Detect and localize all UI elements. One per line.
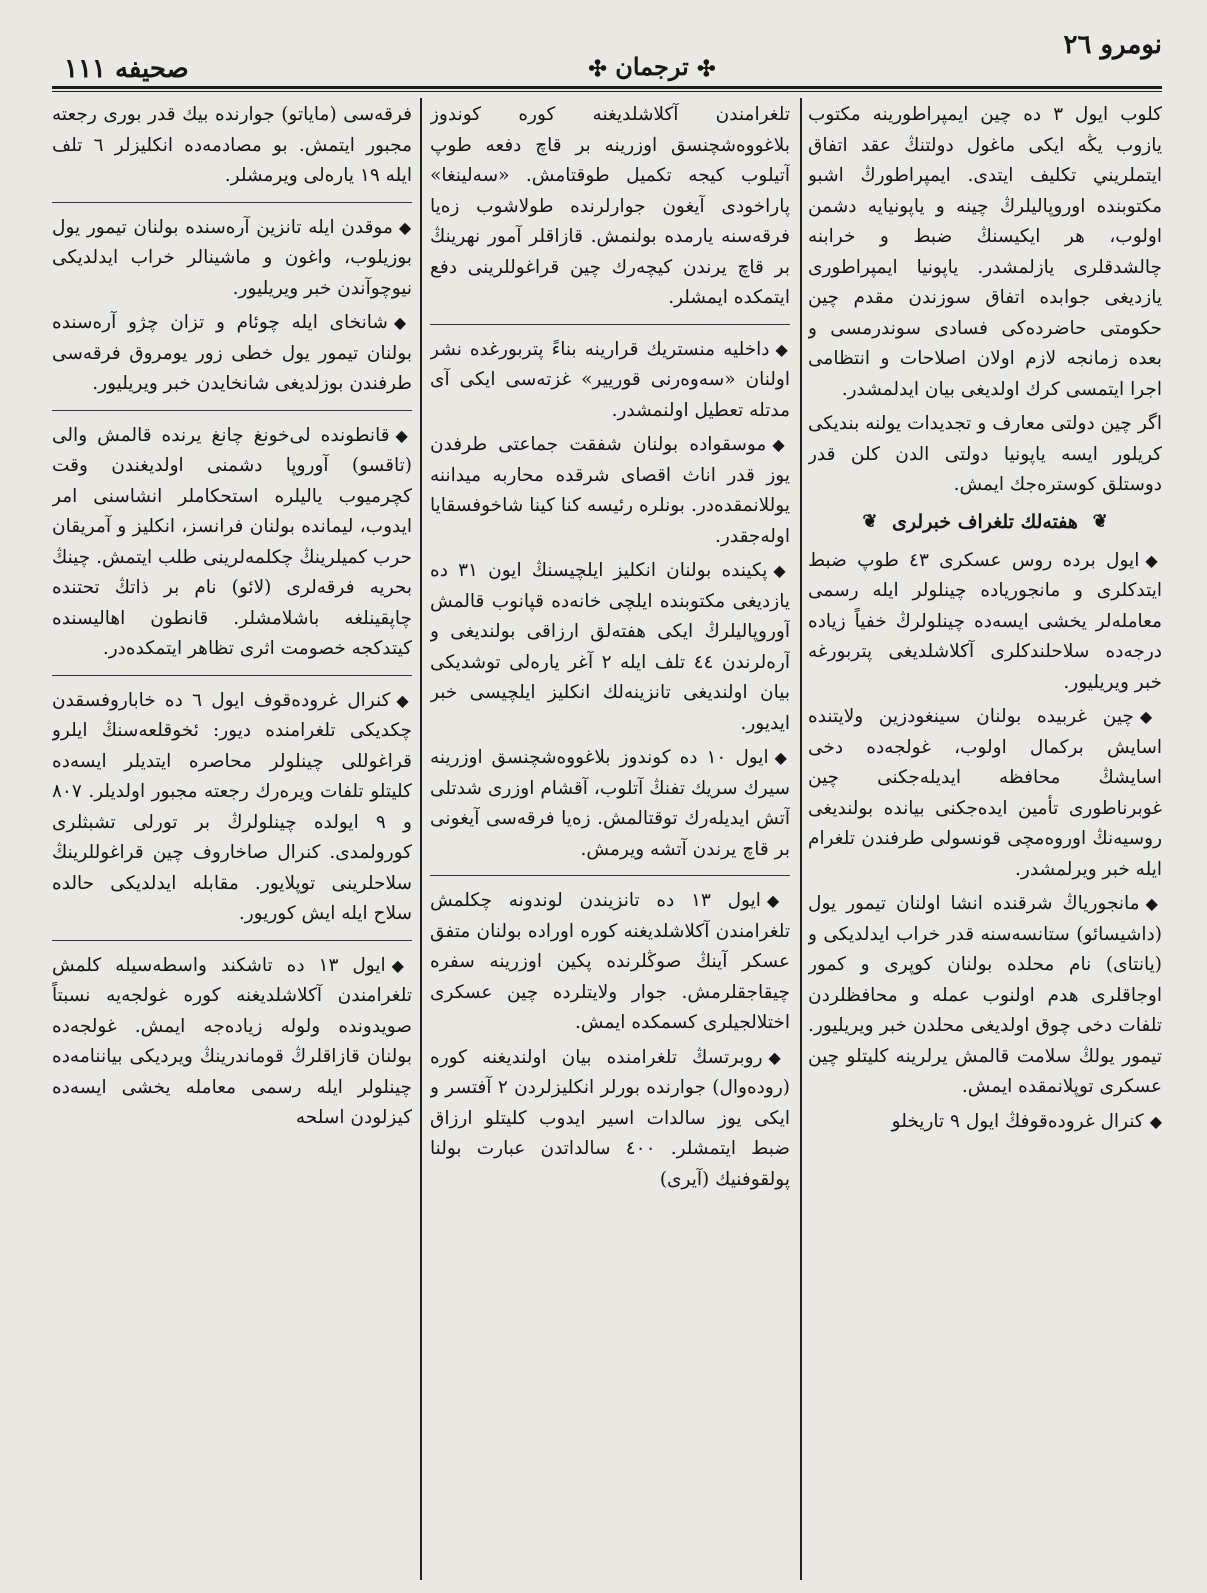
news-item [52,421,412,665]
news-item-text: شانخاى ايله چوئام و تزان چژو آرەسنده بولنان تيمور يول خطى زور يومروق فرقەسى طرفندن بوزلديغى شانخايدن خبر ويريليور. [52,312,412,394]
bullet-icon: ◆ [1149,1111,1162,1131]
article-paragraph: اگر چين دولتى معارف و تجديدات يولنه بنديكى كريلور ايسه ياپونيا دولتى الدن كلن قدر دوستلق كوسترەجك ايمش. [808,413,1162,495]
news-item [430,335,790,427]
news-item-text: مانجورياڭ شرقنده انشا اولنان تيمور يول (داشيسائو) ستانسەسنه قدر خراب ايدلديكى و (يانتاى) نام محلده بولنان كوپرى و كمور اوجاقلرى هدم اولنوب عمله و محافظلردن تلفات دخى چوق اولديغى محلدن خبر ويريليور. تيمور يولڭ سلامت قالمش يرلرينه كليتلو چين عسكرى توپلانمقده ايمش. [808,893,1162,1098]
article-paragraph: تلغرامندن آكلاشلديغنه كوره كوندوز بلاغووەشچنسق اوزرينه بر قاچ دفعه طوپ آتيلوب كيجه تكميل طوقتامش. «سەلينغا» پاراخودى آيغون جوارلرنده طولاشوب زەيا فرقەسنه يارمده بولنمش. قازاقلر آمور نهرينڭ بر قاچ يرندن كيچەرك چين قراغوللرينى دفع ايتمكده ايمشلر. [430,104,790,308]
header-rule [52,86,1162,89]
bullet-icon: ◆ [772,435,790,454]
newspaper-title [552,52,752,82]
news-item [430,743,790,865]
news-item-text: موقدن ايله تانزين آرەسنده بولنان تيمور يول بوزيلوب، واغون و ماشينالر خراب ايدلديكى نيوچوآندن خبر ويريليور. [52,216,412,299]
article-paragraph: كلوب ايول ٣ ده چين ايمپراطورينه مكتوب يازوب يڭه ايكى ماغول دولتنڭ عقد اتفاق ايتملريني تكليف ايتدى. ايمپراطورڭ اشبو مكتوبنده اوروپاليلرڭ چينه و ياپونيايه دشمن اولوب، هر ايكيسنڭ ضبط و خرابنه چالشدقلرى يازلمشدر. ياپونيا ايمپراطورى يازديغى جوابده اتفاق سوزندن مقدم چين حكومتى حاضرده‌كى فسادى سوندرمسى و بعده زمانجه لازم اولان اصلاحات و انتظامى اجرا ايتمسى كرك اولديغى بيان ايدلمشدر. [808,104,1162,400]
bullet-icon: ◆ [1145,550,1162,570]
ornament-icon: ✣ [588,55,607,82]
news-item [430,556,790,739]
column-middle [430,100,790,1580]
column-right [808,100,1162,1580]
column-divider [420,98,422,1580]
item-separator [52,410,412,411]
news-item [808,889,1162,1103]
news-item [808,702,1162,885]
news-item [430,1043,790,1196]
news-item [52,951,412,1134]
news-item [52,686,412,930]
item-separator [430,324,790,325]
item-separator [52,202,412,203]
bullet-icon: ◆ [396,690,412,710]
news-item-text: ايول ١٠ ده كوندوز بلاغووەشچنسق اوزرينه سيرك سريك تفنڭ آتلوب، آقشام اوزرى شدتلى آتش ايديلەرك توقتالمش. زەيا فرقەسى آيغونى بر قاچ يرندن آتشه ويرمش. [430,747,790,860]
column-divider [800,98,802,1580]
item-separator [52,675,412,676]
item-separator [52,940,412,941]
news-item-text: كنرال غرودەقوفڭ ايول ٩ تاريخلو [891,1110,1144,1132]
bullet-icon: ◆ [768,1047,790,1067]
ornament-icon: ❦ [1092,511,1108,533]
bullet-icon: ◆ [766,891,790,910]
header-rule-thin [52,91,1162,92]
news-item-text: روبرتسڭ تلغرامنده بيان اولنديغنه كوره (رودەوال) جوارنده بورلر انكليزلردن ٢ آفتسر و ايكى يوز سالدات اسير ايدوب كليتلو ارزاق ضبط ايتمشلر. ٤٠٠ سالداتدن عبارت بولنا پولقوفنيك (آيرى) [430,1046,790,1190]
bullet-icon: ◆ [395,425,412,445]
news-item-text: پكينده بولنان انكليز ايلچيسنڭ ايون ٣١ ده يازديغى مكتوبنده ايلچى خانەده قپانوب قالمش آوروپاليلرڭ ايكى هفتەلق ارزاقى بولنديغى و آرەلرندن ٤٤ تلف ايله ٢ آغر يارەلى توشديكى بيان اولنديغى تانزينەلك انكليز ايلچيسى خبر ايديور. [430,560,790,734]
bullet-icon: ◆ [1139,707,1162,727]
column-left [52,100,412,1580]
item-separator [430,875,790,876]
news-item-text: داخليه منستريك قرارينه بناءً پتربورغده نشر اولنان «سەوەرنى قوريير» غزتەسى ايكى آى مدتله تعطيل اولنمشدر. [430,338,790,421]
section-heading-text: هفته‌لك تلغراف خبرلرى [892,510,1078,533]
news-item-text: موسقواده بولنان شفقت جماعتى طرفدن يوز قدر اناث اقصاى شرقده محاربه ميداننه يوللانمقدەدر. بونلره رئيسه كنا كينا شاخوفسقايا اولەجقدر. [430,434,790,547]
bullet-icon: ◆ [391,955,412,975]
news-item [52,308,412,400]
bullet-icon: ◆ [398,217,412,237]
ornament-icon: ❦ [862,511,878,533]
news-item-text: ايول ١٣ ده تانزيندن لوندونه چكلمش تلغرامندن آكلاشلديغنه كوره اورادە بولنان متفق عسكر آينڭ صوڭلرنده پكين اوزرينه سفره چيقاجقلرمش. جوار ولايتلرده چين عسكرى اختلالجيلرى كسمكده ايمش. [430,890,790,1033]
newspaper-title-text: ترجمان [615,52,689,81]
bullet-icon: ◆ [775,339,790,359]
news-item [430,886,790,1039]
issue-number: نومرو ٢٦ [1063,30,1162,60]
news-item-text: قانطونده لى‌خونغ چانغ يرنده قالمش والى (تاقسو) آوروپا دشمنى اولديغندن وقت كچرميوب ياليلره استحكاملر انشاسنى امر ايدوب، ليمانده بولنان فرانسز، انكليز و آمريقان حرب كميلرينڭ چكلمەلرينى طلب ايتمش. چينڭ بحريه فرقەلرى (لائو) نام بر ذاتڭ تحتنده چاپقينلغه باشلامشلر. قانطون اهاليسنده كيتدكجه خصومت اثرى تظاهر ايتمكدەدر. [52,424,412,659]
news-item-text: كنرال غرودەقوف ايول ٦ ده خاباروفسقدن چكديكى تلغرامنده ديور: ئخوقلعەسنڭ ايلرو قراغوللى چينلولر محاصره ايتديلر ايسەده كليتلو تلفات ويرەرك رجعته مجبور اولديلر. ٨٠٧ و ٩ ايولده چينلولرڭ بر تورلى تشبثلرى كورولمدى. كنرال صاخاروف چين قراغوللرينڭ سلاحلرينى توپلايور. مقابله ايدلديكى حالده سلاح ايله ايش كوريور. [52,689,412,924]
bullet-icon: ◆ [1145,894,1162,914]
section-heading [808,507,1162,538]
news-item [808,1107,1162,1138]
ornament-icon: ✣ [697,55,716,82]
bullet-icon: ◆ [773,561,790,580]
news-item [52,213,412,305]
bullet-icon: ◆ [774,748,790,767]
news-item-text: چين غربيده بولنان سينغودزين ولايتنده اسايش بركمال اولوب، غولجەده دخى اسايشڭ محافظه ايديلەجكنى چين غوبرناطورى تأمين ايدەجكنى بيانده بولنديغى روسيەنڭ اوروەمچى قونسولى طرفندن تلغرام ايله خبر ويرلمشدر. [808,706,1162,880]
news-item [808,546,1162,699]
news-item [430,430,790,552]
news-item-text: ايول برده روس عسكرى ٤٣ طوپ ضبط ايتدكلرى و مانجورياده چينلولر ايله رسمى معامله‌لر يخشى ايسەده چينلولرڭ خفياً زياده درجەده سلاحلندكلرى آكلاشلديغى پتربورغه خبر ويريليور. [808,549,1162,693]
bullet-icon: ◆ [393,313,412,332]
news-item-text: ايول ١٣ ده تاشكند واسطەسيله كلمش تلغرامندن آكلاشلديغنه كوره غولجەيه نسبتاً صويدونده ولوله زيادەجه ايمش. غولجەده بولنان قازاقلرڭ قوماندرينڭ ويرديكى بياننامەده چينلولر ايله رسمى معامله يخشى ايسەده كيزلودن اسلحه [52,954,412,1128]
page-number: صحيفه ١١١ [64,54,189,84]
article-paragraph: فرقەسى (ماياتو) جوارنده بيك قدر بورى رجعته مجبور ايتمش. بو مصادمەده انكليزلر ٦ تلف ايله ١٩ يارەلى ويرمشلر. [52,104,412,186]
page-header [52,22,1162,82]
